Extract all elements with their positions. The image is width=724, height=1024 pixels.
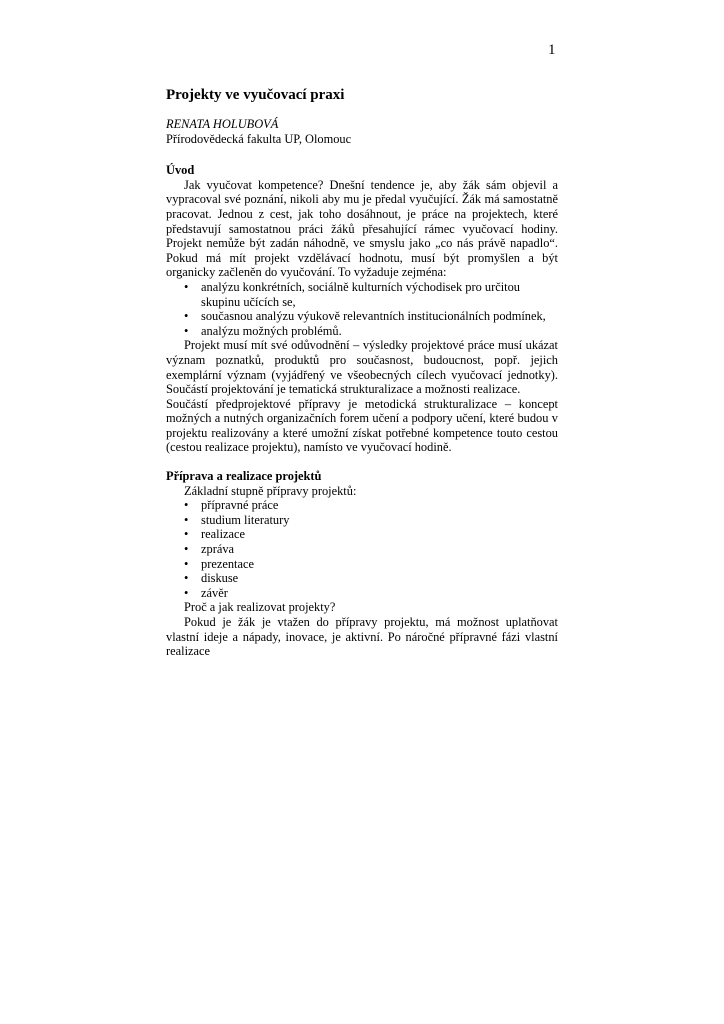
bullet-icon: • — [184, 323, 189, 338]
list-item-text: zpráva — [201, 542, 235, 557]
bullet-icon: • — [184, 309, 189, 324]
list-item-text: současnou analýzu výukově relevantních institucionálních podmínek, — [201, 309, 546, 324]
bullet-icon: • — [184, 527, 189, 542]
page-number: 1 — [548, 42, 556, 58]
document-body — [166, 86, 558, 659]
list-item-text: realizace — [201, 527, 246, 542]
section-heading-preparation: Příprava a realizace projektů — [166, 469, 322, 484]
list-item — [166, 571, 558, 586]
bullet-icon: • — [184, 279, 189, 294]
list-item — [166, 498, 558, 513]
list-item-text: diskuse — [201, 571, 239, 586]
list-item — [166, 324, 558, 339]
list-item — [166, 280, 558, 309]
bullet-list-requirements — [166, 280, 558, 338]
list-item-text: prezentace — [201, 556, 254, 571]
list-item-text: analýzu možných problémů. — [201, 323, 342, 338]
bullet-icon: • — [184, 556, 189, 571]
paragraph: Jak vyučovat kompetence? Dnešní tendence je, aby žák sám objevil a vypracoval své poznání, nikoli aby mu je předal vyučující. Žák má samostatně pracovat. Jednou z cest, jak toho dosáhnout, je práce na projektech, které představují samostatnou práci žáků přesahující rámec vyučovací hodiny. Projekt nemůže být zadán náhodně, ve smyslu jako „co nás právě napadlo“. Pokud má mít projekt vzdělávací hodnotu, musí být promyšlen a být organicky začleněn do vyučování. To vyžaduje zejména: — [166, 177, 558, 280]
list-item-text: závěr — [201, 585, 228, 600]
list-item-text: studium literatury — [201, 512, 290, 527]
list-item — [166, 513, 558, 528]
paragraph: Pokud je žák je vtažen do přípravy projektu, má možnost uplatňovat vlastní ideje a nápady, inovace, je aktivní. Po náročné přípravné fázi vlastní realizace — [166, 615, 558, 659]
bullet-icon: • — [184, 498, 189, 513]
paragraph: Základní stupně přípravy projektů: — [184, 483, 357, 498]
bullet-icon: • — [184, 571, 189, 586]
author-name: RENATA HOLUBOVÁ — [166, 117, 279, 131]
bullet-icon: • — [184, 585, 189, 600]
list-item-text: přípravné práce — [201, 498, 279, 513]
paragraph: Projekt musí mít své odůvodnění – výsledky projektové práce musí ukázat význam poznatků, produktů pro současnost, budoucnost, popř. jejich exemplární význam (vyjádřený ve všeobecných cílech vyučovací jednotky). Součástí projektování je tematická strukturalizace a možnosti realizace. — [166, 338, 558, 397]
paragraph: Součástí předprojektové přípravy je metodická strukturalizace – koncept možných a nutných organizačních forem učení a podpory učení, které budou v projektu realizovány a které umožní získat potřebné kompetence touto cestou (cestou realizace projektu), namísto ve vyučovací hodině. — [166, 396, 558, 455]
list-item — [166, 542, 558, 557]
bullet-icon: • — [184, 542, 189, 557]
list-item — [166, 557, 558, 572]
author-affiliation: Přírodovědecká fakulta UP, Olomouc — [166, 131, 352, 146]
list-item — [166, 586, 558, 601]
list-item — [166, 527, 558, 542]
section-heading-intro: Úvod — [166, 163, 195, 178]
list-item — [166, 309, 558, 324]
bullet-list-stages — [166, 498, 558, 600]
list-item-text: analýzu konkrétních, sociálně kulturních východisek pro určitou skupinu učících se, — [201, 279, 520, 309]
document-title: Projekty ve vyučovací praxi — [166, 87, 345, 103]
bullet-icon: • — [184, 512, 189, 527]
paragraph: Proč a jak realizovat projekty? — [184, 600, 336, 615]
